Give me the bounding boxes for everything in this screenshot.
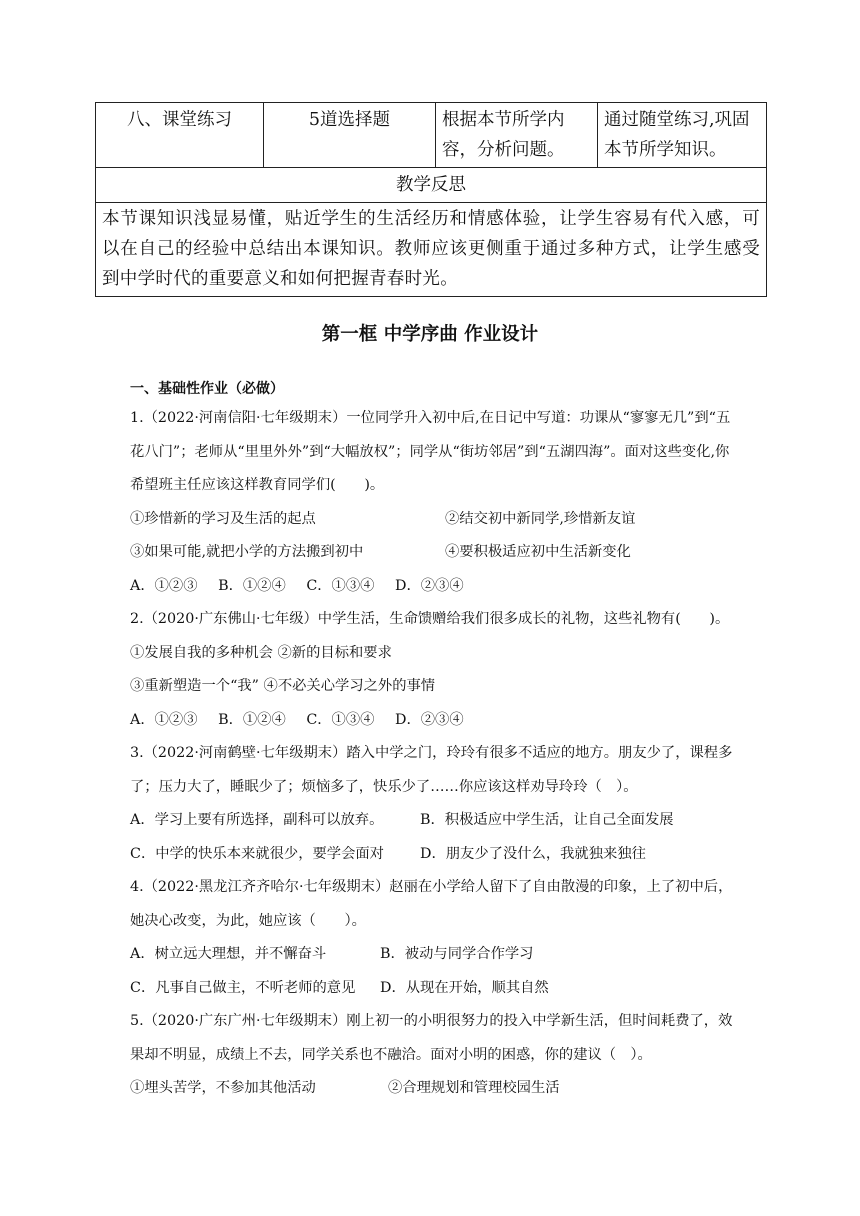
question-5-stem: 5.（2020·广东广州·七年级期末）刚上初一的小明很努力的投入中学新生活，但时间耗费了，效果却不明显，成绩上不去，同学关系也不融洽。面对小明的困惑，你的建议（ ）。 <box>130 1013 733 1063</box>
design-intent-cell: 通过随堂练习,巩固本节所学知识。 <box>598 103 767 168</box>
option-b: B．积极适应中学生活，让自己全面发展 <box>420 812 674 828</box>
statement: ①埋头苦学，不参加其他活动 <box>130 1080 316 1096</box>
option-b: B．①②④ <box>218 577 286 594</box>
question-2-statements: ③重新塑造一个“我” ④不必关心学习之外的事情 <box>130 678 436 694</box>
question-4-stem: 4.（2022·黑龙江齐齐哈尔·七年级期末）赵丽在小学给人留下了自由散漫的印象，上了初中后，她决心改变，为此，她应该（ ）。 <box>130 879 733 929</box>
option-a: A．树立远大理想，并不懈奋斗 <box>130 946 327 962</box>
question-2-stem: 2.（2020·广东佛山·七年级）中学生活，生命馈赠给我们很多成长的礼物，这些礼物有( )。 <box>130 611 730 627</box>
reflection-header: 教学反思 <box>96 168 767 203</box>
option-d: D．从现在开始，顺其自然 <box>380 979 549 996</box>
question-1-options <box>130 570 742 604</box>
option-c: C．①③④ <box>306 577 375 594</box>
table-row <box>96 103 767 168</box>
reflection-text: 本节课知识浅显易懂，贴近学生的生活经历和情感体验，让学生容易有代入感，可以在自己的经验中总结出本课知识。教师应该更侧重于通过多种方式，让学生感受到中学时代的重要意义和如何把握青春时光。 <box>96 203 767 297</box>
question-2-options <box>130 704 742 738</box>
question-4-options-row <box>130 972 742 1006</box>
option-a: A．学习上要有所选择，副科可以放弃。 <box>130 812 384 828</box>
question-3-options-row <box>130 804 742 838</box>
homework-heading: 一、基础性作业（必做） <box>130 381 284 397</box>
homework-section <box>130 378 742 1106</box>
question-3-options-row <box>130 838 742 872</box>
student-activity-cell: 根据本节所学内容，分析问题。 <box>436 103 598 168</box>
option-a: A．①②③ <box>130 711 198 728</box>
question-4-options-row <box>130 938 742 972</box>
option-c: C．凡事自己做主，不听老师的意见 <box>130 979 356 996</box>
section-title: 第一框 中学序曲 作业设计 <box>321 324 539 345</box>
question-1-statements-row <box>130 536 742 570</box>
lesson-table <box>95 102 767 297</box>
statement: ①珍惜新的学习及生活的起点 <box>130 510 316 527</box>
option-b: B．被动与同学合作学习 <box>380 946 534 962</box>
question-5-statements-row <box>130 1072 742 1106</box>
statement: ③如果可能,就把小学的方法搬到初中 <box>130 544 364 560</box>
statement: ④要积极适应初中生活新变化 <box>445 544 631 560</box>
option-b: B．①②④ <box>218 711 286 728</box>
step-cell: 八、课堂练习 <box>96 103 264 168</box>
option-a: A．①②③ <box>130 577 198 594</box>
question-1-statements-row <box>130 503 742 537</box>
option-c: C．①③④ <box>306 711 375 728</box>
question-2-statements: ①发展自我的多种机会 ②新的目标和要求 <box>130 644 392 661</box>
content-cell: 5道选择题 <box>264 103 436 168</box>
option-c: C．中学的快乐本来就很少，要学会面对 <box>130 845 384 862</box>
statement: ②结交初中新同学,珍惜新友谊 <box>445 510 636 527</box>
option-d: D．②③④ <box>395 577 464 594</box>
question-3-stem: 3.（2022·河南鹤壁·七年级期末）踏入中学之门，玲玲有很多不适应的地方。朋友少了，课程多了；压力大了，睡眠少了；烦恼多了，快乐少了……你应该这样劝导玲玲（ ）。 <box>130 745 733 795</box>
option-d: D．朋友少了没什么，我就独来独往 <box>420 845 646 862</box>
table-row <box>96 168 767 203</box>
option-d: D．②③④ <box>395 711 464 728</box>
question-1-stem: 1.（2022·河南信阳·七年级期末）一位同学升入初中后,在日记中写道：功课从“寥寥无几”到“五花八门”；老师从“里里外外”到“大幅放权”；同学从“街坊邻居”到“五湖四海”。面对这些变化,你希望班主任应该这样教育同学们( )。 <box>130 410 731 493</box>
statement: ②合理规划和管理校园生活 <box>388 1080 560 1096</box>
table-row <box>96 203 767 297</box>
